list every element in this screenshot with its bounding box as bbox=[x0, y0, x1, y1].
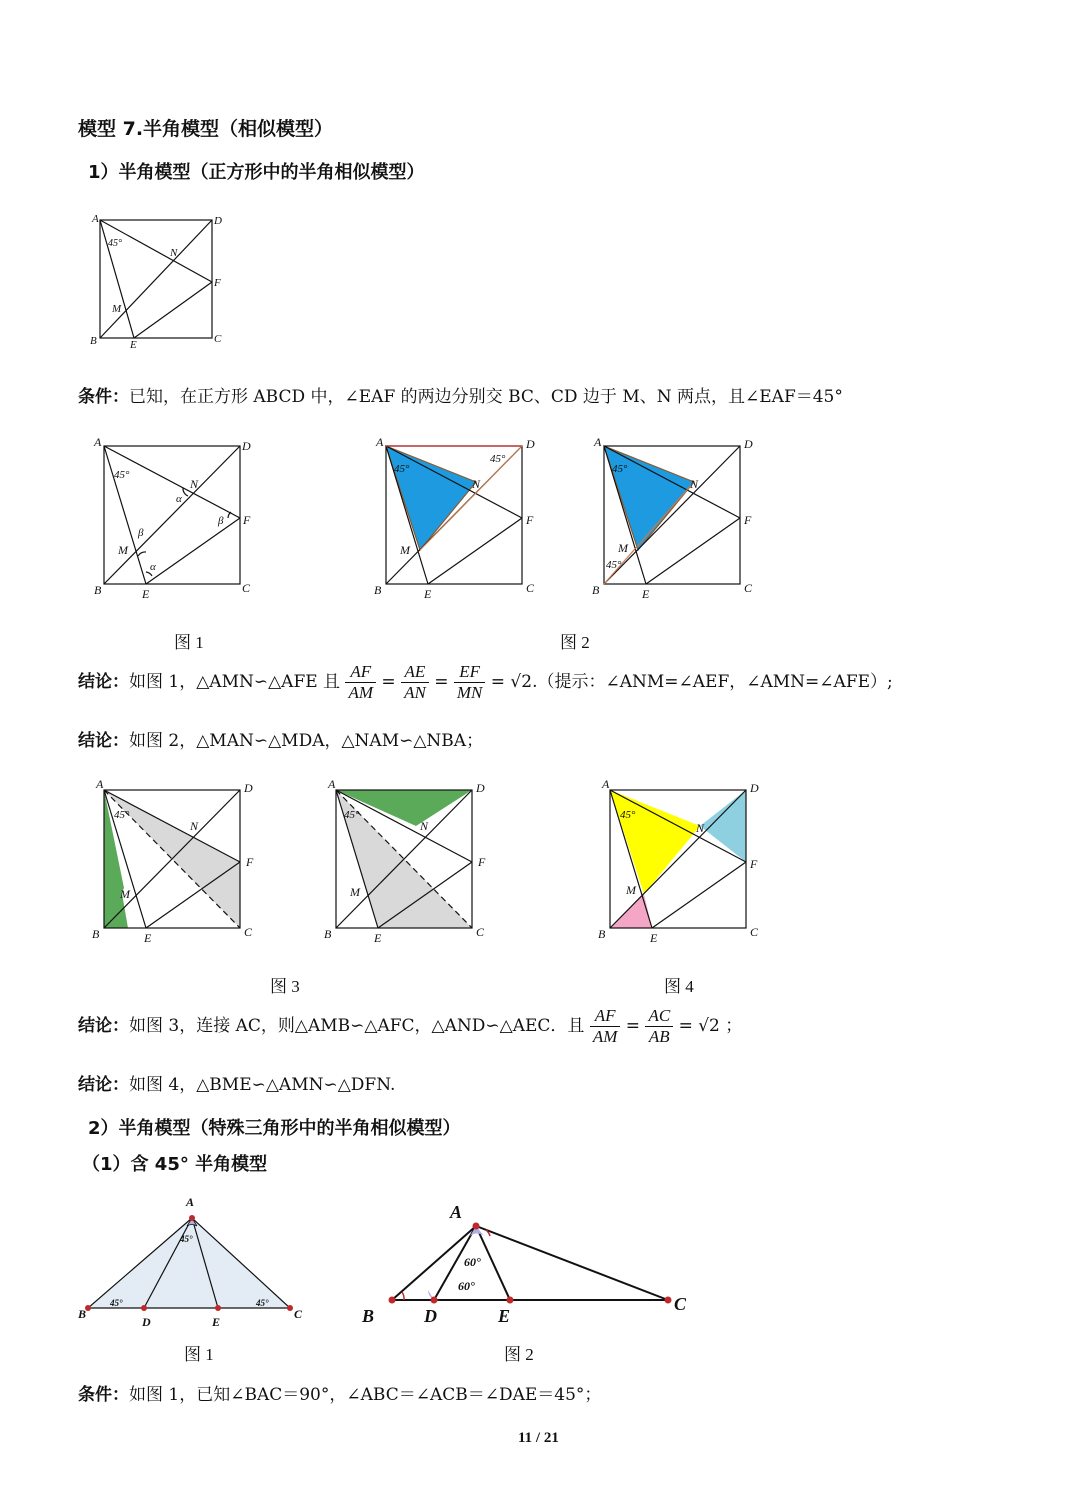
figure-4 bbox=[596, 776, 766, 946]
svg-text:A: A bbox=[96, 777, 104, 791]
svg-text:C: C bbox=[674, 1294, 687, 1314]
conclusion-4: 结论：如图 4，△BME∽△AMN∽△DFN. bbox=[78, 1075, 396, 1095]
svg-text:F: F bbox=[243, 513, 251, 527]
condition-line: 条件：已知，在正方形 ABCD 中，∠EAF 的两边分别交 BC、CD 边于 M、N 两点，且∠EAF＝45° bbox=[78, 387, 843, 407]
svg-text:β: β bbox=[138, 527, 144, 539]
svg-text:D: D bbox=[142, 1315, 151, 1329]
svg-text:B: B bbox=[90, 335, 97, 347]
svg-text:45°: 45° bbox=[612, 463, 628, 475]
caption-triangle-fig2: 图 2 bbox=[504, 1345, 534, 1364]
svg-text:M: M bbox=[112, 303, 122, 315]
svg-text:N: N bbox=[690, 477, 699, 491]
svg-text:D: D bbox=[214, 215, 222, 227]
svg-text:N: N bbox=[170, 247, 178, 259]
svg-text:M: M bbox=[350, 885, 360, 899]
svg-text:C: C bbox=[526, 581, 535, 595]
section2-subheading: （1）含 45° 半角模型 bbox=[82, 1154, 268, 1175]
caption-triangle-fig1: 图 1 bbox=[184, 1345, 214, 1364]
svg-text:N: N bbox=[420, 819, 429, 833]
conclusion-3: 结论：如图 3，连接 AC，则△AMB∽△AFC，△AND∽△AEC．且 $\frac{AF}{AM}$ = $\frac{AC}{AB}$ = √2 ； bbox=[78, 1006, 743, 1046]
svg-text:C: C bbox=[242, 581, 251, 595]
caption-fig2: 图 2 bbox=[560, 633, 590, 652]
svg-text:60°: 60° bbox=[458, 1279, 475, 1293]
svg-text:45°: 45° bbox=[256, 1298, 269, 1308]
svg-text:45°: 45° bbox=[114, 809, 130, 821]
svg-text:B: B bbox=[92, 927, 100, 941]
svg-text:45°: 45° bbox=[490, 453, 506, 465]
svg-text:A: A bbox=[450, 1202, 463, 1222]
svg-text:E: E bbox=[142, 587, 150, 601]
svg-text:A: A bbox=[376, 435, 384, 449]
svg-text:45°: 45° bbox=[344, 809, 360, 821]
svg-text:B: B bbox=[374, 583, 382, 597]
svg-text:β: β bbox=[218, 515, 224, 527]
svg-text:45°: 45° bbox=[114, 469, 130, 481]
svg-text:N: N bbox=[190, 477, 199, 491]
figure-1 bbox=[90, 432, 260, 602]
svg-text:D: D bbox=[476, 781, 485, 795]
svg-text:A: A bbox=[92, 213, 99, 225]
svg-text:α: α bbox=[176, 493, 182, 505]
svg-text:45°: 45° bbox=[606, 559, 622, 571]
svg-text:45°: 45° bbox=[180, 1234, 193, 1244]
conclusion-1: 结论：如图 1，△AMN∽△AFE 且 $\frac{AF}{AM}$ = $\frac{AE}{AN}$ = $\frac{EF}{MN}$ = √2.（提示：∠ANM=∠AEF，∠AMN=∠AFE）; bbox=[78, 662, 893, 702]
svg-text:E: E bbox=[212, 1315, 221, 1329]
svg-text:45°: 45° bbox=[110, 1298, 123, 1308]
svg-text:F: F bbox=[750, 857, 758, 871]
svg-text:45°: 45° bbox=[620, 809, 636, 821]
svg-text:45°: 45° bbox=[108, 238, 122, 249]
svg-text:F: F bbox=[744, 513, 752, 527]
conclusion-2: 结论：如图 2，△MAN∽△MDA，△NAM∽△NBA； bbox=[78, 731, 484, 751]
svg-text:M: M bbox=[626, 883, 636, 897]
figure-3-left bbox=[90, 776, 260, 946]
top-square-figure bbox=[86, 210, 236, 350]
svg-text:F: F bbox=[478, 855, 486, 869]
svg-text:A: A bbox=[594, 435, 602, 449]
figure-3-right bbox=[322, 776, 492, 946]
svg-text:E: E bbox=[424, 587, 432, 601]
svg-text:D: D bbox=[424, 1306, 437, 1326]
section2-heading: 2）半角模型（特殊三角形中的半角相似模型） bbox=[88, 1118, 461, 1139]
svg-text:M: M bbox=[118, 543, 128, 557]
svg-text:B: B bbox=[598, 927, 606, 941]
svg-text:B: B bbox=[78, 1307, 87, 1321]
svg-text:M: M bbox=[400, 543, 410, 557]
svg-text:D: D bbox=[744, 437, 753, 451]
svg-text:C: C bbox=[244, 925, 253, 939]
figure-2-left bbox=[372, 432, 542, 602]
triangle-figure-1 bbox=[76, 1190, 316, 1330]
svg-text:M: M bbox=[120, 887, 130, 901]
triangle-figure-2 bbox=[356, 1196, 706, 1336]
svg-text:F: F bbox=[526, 513, 534, 527]
svg-text:D: D bbox=[242, 439, 251, 453]
line-af bbox=[100, 220, 212, 282]
svg-text:45°: 45° bbox=[394, 463, 410, 475]
caption-fig3: 图 3 bbox=[270, 977, 300, 996]
svg-text:A: A bbox=[328, 777, 336, 791]
svg-text:N: N bbox=[190, 819, 199, 833]
figure-2-right bbox=[590, 432, 760, 602]
svg-text:E: E bbox=[642, 587, 650, 601]
svg-text:60°: 60° bbox=[464, 1255, 481, 1269]
svg-text:C: C bbox=[744, 581, 753, 595]
svg-text:B: B bbox=[324, 927, 332, 941]
svg-text:D: D bbox=[244, 781, 253, 795]
svg-text:C: C bbox=[214, 333, 222, 345]
condition-2: 条件：如图 1，已知∠BAC＝90°，∠ABC＝∠ACB＝∠DAE＝45°； bbox=[78, 1385, 602, 1405]
svg-text:B: B bbox=[94, 583, 102, 597]
svg-text:A: A bbox=[602, 777, 610, 791]
svg-text:C: C bbox=[750, 925, 759, 939]
svg-text:α: α bbox=[150, 561, 156, 573]
svg-text:E: E bbox=[650, 931, 658, 945]
svg-text:N: N bbox=[472, 477, 481, 491]
svg-text:N: N bbox=[696, 821, 705, 835]
svg-text:D: D bbox=[750, 781, 759, 795]
svg-text:M: M bbox=[618, 541, 628, 555]
svg-text:C: C bbox=[294, 1307, 303, 1321]
caption-fig4: 图 4 bbox=[664, 977, 694, 996]
page-number: 11 / 21 bbox=[518, 1430, 559, 1446]
svg-text:B: B bbox=[592, 583, 600, 597]
svg-text:E: E bbox=[144, 931, 152, 945]
svg-text:F: F bbox=[246, 855, 254, 869]
svg-text:E: E bbox=[130, 339, 137, 350]
svg-text:B: B bbox=[362, 1306, 375, 1326]
svg-text:C: C bbox=[476, 925, 485, 939]
caption-fig1: 图 1 bbox=[174, 633, 204, 652]
page-title: 模型 7.半角模型（相似模型） bbox=[78, 118, 334, 140]
svg-text:A: A bbox=[186, 1195, 195, 1209]
svg-text:E: E bbox=[374, 931, 382, 945]
svg-text:E: E bbox=[498, 1306, 511, 1326]
svg-text:D: D bbox=[526, 437, 535, 451]
svg-text:F: F bbox=[214, 277, 221, 289]
svg-text:A: A bbox=[94, 435, 102, 449]
section1-heading: 1）半角模型（正方形中的半角相似模型） bbox=[88, 162, 425, 183]
